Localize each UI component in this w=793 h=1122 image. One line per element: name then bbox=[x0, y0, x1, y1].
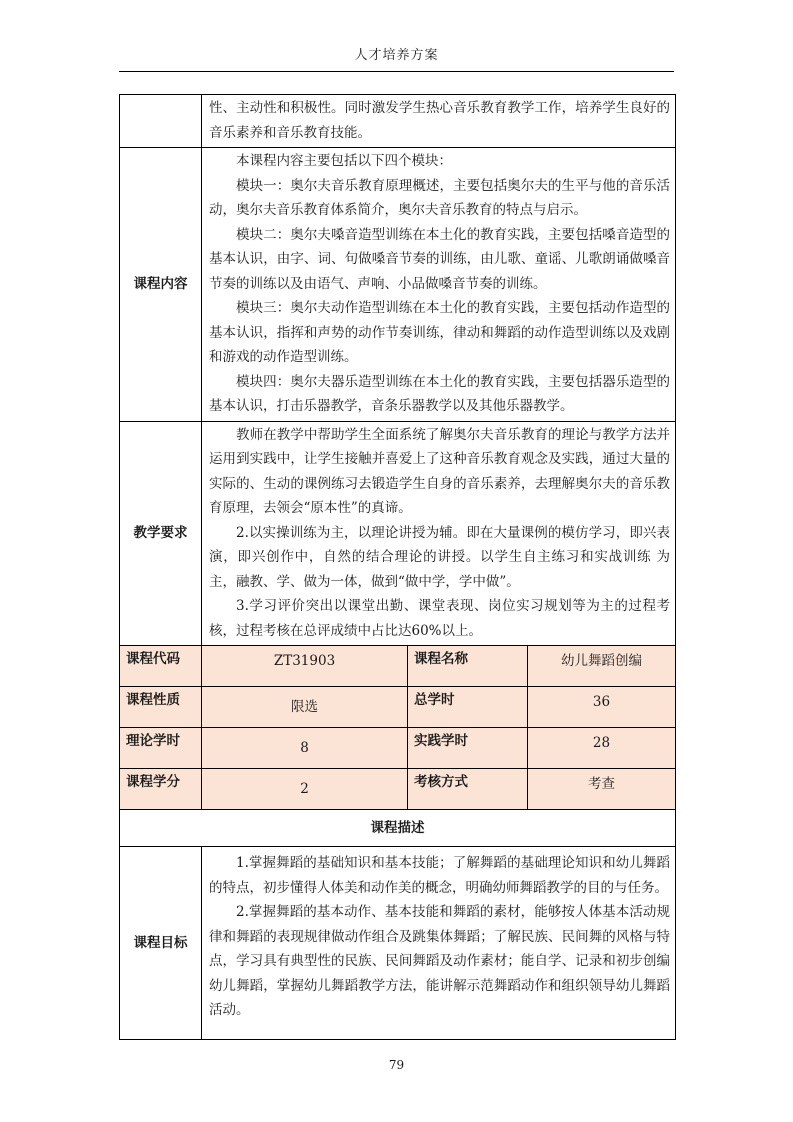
course-content-paragraph: 本课程内容主要包括以下四个模块： bbox=[236, 153, 452, 169]
course-table bbox=[119, 94, 676, 1040]
teaching-requirements-body bbox=[202, 421, 676, 646]
continuation-label-cell bbox=[120, 95, 202, 148]
course-goals-row bbox=[120, 847, 676, 1040]
practice-hours-value: 28 bbox=[528, 728, 676, 769]
assessment-value: 考查 bbox=[528, 769, 676, 810]
page-header-title: 人才培养方案 bbox=[354, 48, 439, 63]
course-content-label: 课程内容 bbox=[120, 148, 202, 422]
course-code-label: 课程代码 bbox=[120, 646, 202, 687]
course-name-value: 幼儿舞蹈创编 bbox=[528, 646, 676, 687]
course-content-paragraph: 模块一：奥尔夫音乐教育原理概述，主要包括奥尔夫的生平与他的音乐活动，奥尔夫音乐教育体系简介，奥尔夫音乐教育的特点与启示。 bbox=[209, 177, 671, 218]
course-content-body bbox=[202, 148, 676, 422]
practice-hours-label: 实践学时 bbox=[408, 728, 528, 769]
theory-hours-value: 8 bbox=[202, 728, 408, 769]
course-goals-paragraph: 1.掌握舞蹈的基础知识和基本技能；了解舞蹈的基础理论知识和幼儿舞蹈的特点，初步懂得人体美和动作美的概念，明确幼师舞蹈教学的目的与任务。 bbox=[209, 855, 671, 896]
header-divider bbox=[119, 71, 674, 72]
description-title-row bbox=[120, 810, 676, 847]
meta-row-hours bbox=[120, 728, 676, 769]
teaching-requirements-paragraph: 教师在教学中帮助学生全面系统了解奥尔夫音乐教育的理论与教学方法并运用到实践中，让学生接触并喜爱上了这种音乐教育观念及实践，通过大量的实际的、生动的课例练习去锻造学生自身的音乐素养，去理解奥尔夫的音乐教育原理，去领会“原本性”的真谛。 bbox=[209, 426, 671, 516]
continuation-content bbox=[202, 95, 676, 148]
meta-row-code bbox=[120, 646, 676, 687]
course-name-label: 课程名称 bbox=[408, 646, 528, 687]
course-content-paragraph: 模块二：奥尔夫嗓音造型训练在本土化的教育实践，主要包括嗓音造型的基本认识，由字、词、句做嗓音节奏的训练，由儿歌、童谣、儿歌朗诵做嗓音节奏的训练以及由语气、声响、小品做嗓音节奏的训练。 bbox=[209, 226, 671, 292]
course-code-value: ZT31903 bbox=[202, 646, 408, 687]
teaching-requirements-label: 教学要求 bbox=[120, 421, 202, 646]
course-description-title: 课程描述 bbox=[120, 810, 676, 847]
theory-hours-label: 理论学时 bbox=[120, 728, 202, 769]
continuation-text: 性、主动性和积极性。同时激发学生热心音乐教育教学工作，培养学生良好的音乐素养和音乐教育技能。 bbox=[209, 100, 671, 141]
meta-row-nature bbox=[120, 687, 676, 728]
course-goals-paragraph: 2.掌握舞蹈的基本动作、基本技能和舞蹈的素材，能够按人体基本活动规律和舞蹈的表现规律做动作组合及跳集体舞蹈；了解民族、民间舞的风格与特点，学习具有典型性的民族、民间舞蹈及动作素材；能自学、记录和初步创编幼儿舞蹈，掌握幼儿舞蹈教学方法，能讲解示范舞蹈动作和组织领导幼儿舞蹈活动。 bbox=[209, 904, 671, 1018]
teaching-requirements-paragraph: 2.以实操训练为主，以理论讲授为辅。即在大量课例的模仿学习，即兴表演，即兴创作中，自然的结合理论的讲授。以学生自主练习和实战训练 为主，融教、学、做为一体，做到“做中学，学中做”。 bbox=[209, 524, 671, 590]
course-goals-label: 课程目标 bbox=[120, 847, 202, 1040]
total-hours-value: 36 bbox=[528, 687, 676, 728]
course-nature-value: 限选 bbox=[202, 687, 408, 728]
assessment-label: 考核方式 bbox=[408, 769, 528, 810]
teaching-requirements-row bbox=[120, 421, 676, 646]
total-hours-label: 总学时 bbox=[408, 687, 528, 728]
course-content-row bbox=[120, 148, 676, 422]
teaching-requirements-paragraph: 3.学习评价突出以课堂出勤、课堂表现、岗位实习规划等为主的过程考核，过程考核在总评成绩中占比达60%以上。 bbox=[209, 598, 671, 639]
course-goals-body bbox=[202, 847, 676, 1040]
continuation-row bbox=[120, 95, 676, 148]
course-nature-label: 课程性质 bbox=[120, 687, 202, 728]
credits-value: 2 bbox=[202, 769, 408, 810]
meta-row-credits bbox=[120, 769, 676, 810]
page-number: 79 bbox=[388, 1058, 405, 1072]
course-content-paragraph: 模块三：奥尔夫动作造型训练在本土化的教育实践，主要包括动作造型的基本认识，指挥和声势的动作节奏训练，律动和舞蹈的动作造型训练以及戏剧和游戏的动作造型训练。 bbox=[209, 300, 671, 365]
course-content-paragraph: 模块四：奥尔夫器乐造型训练在本土化的教育实践，主要包括器乐造型的基本认识，打击乐器教学，音条乐器教学以及其他乐器教学。 bbox=[209, 373, 671, 414]
credits-label: 课程学分 bbox=[120, 769, 202, 810]
